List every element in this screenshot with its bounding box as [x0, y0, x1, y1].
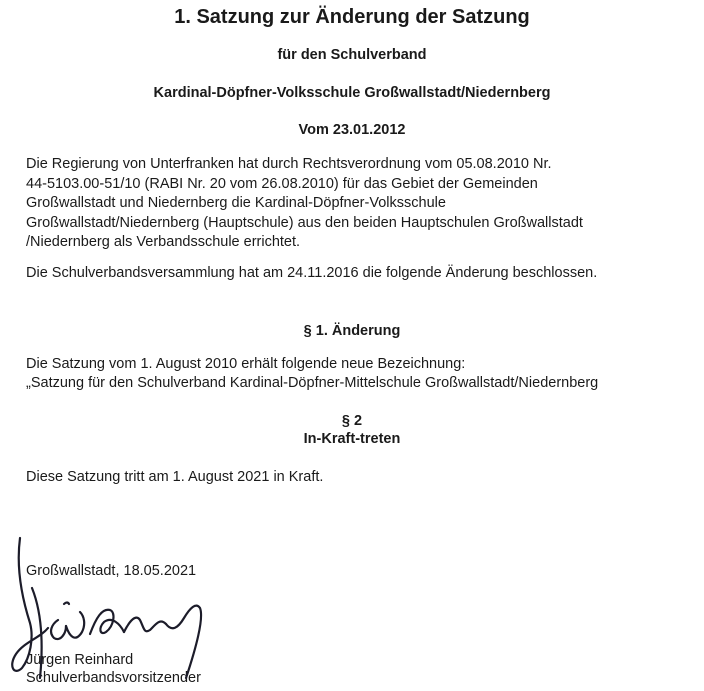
- document-subtitle: für den Schulverband: [277, 47, 427, 63]
- date-line: Vom 23.01.2012: [298, 122, 406, 138]
- section-2-body: [26, 468, 686, 488]
- place-date: Großwallstadt, 18.05.2021: [26, 563, 197, 579]
- section-1-heading: § 1. Änderung: [303, 323, 401, 339]
- intro-line: Großwallstadt und Niedernberg die Kardinal-Döpfner-Volksschule: [26, 195, 446, 211]
- intro-line: Großwallstadt/Niedernberg (Hauptschule) aus den beiden Hauptschulen Großwallstadt: [26, 214, 583, 231]
- school-name: Kardinal-Döpfner-Volksschule Großwallstadt/Niedernberg: [153, 85, 551, 101]
- resolution-text: Die Schulverbandsversammlung hat am 24.11.2016 die folgende Änderung beschlossen.: [26, 265, 598, 281]
- intro-paragraph: [26, 155, 686, 253]
- intro-line: /Niedernberg als Verbandsschule errichtet.: [26, 234, 301, 250]
- signer-role: Schulverbandsvorsitzender: [26, 670, 201, 686]
- intro-line: Die Regierung von Unterfranken hat durch Rechtsverordnung vom 05.08.2010 Nr.: [26, 156, 552, 172]
- section-1-line: „Satzung für den Schulverband Kardinal-Döpfner-Mittelschule Großwallstadt/Niedernberg: [26, 374, 599, 391]
- section-1-line: Die Satzung vom 1. August 2010 erhält folgende neue Bezeichnung:: [26, 356, 466, 372]
- section-2-subheading: In-Kraft-treten: [303, 431, 401, 447]
- section-2-heading: § 2: [341, 413, 363, 429]
- resolution-paragraph: [26, 264, 686, 284]
- intro-line: 44-5103.00-51/10 (RABI Nr. 20 vom 26.08.2010) für das Gebiet der Gemeinden: [26, 175, 538, 192]
- signer-name: Jürgen Reinhard: [26, 652, 134, 668]
- section-2-text: Diese Satzung tritt am 1. August 2021 in Kraft.: [26, 469, 324, 485]
- section-1-body: [26, 355, 686, 393]
- document-title: 1. Satzung zur Änderung der Satzung: [174, 6, 530, 28]
